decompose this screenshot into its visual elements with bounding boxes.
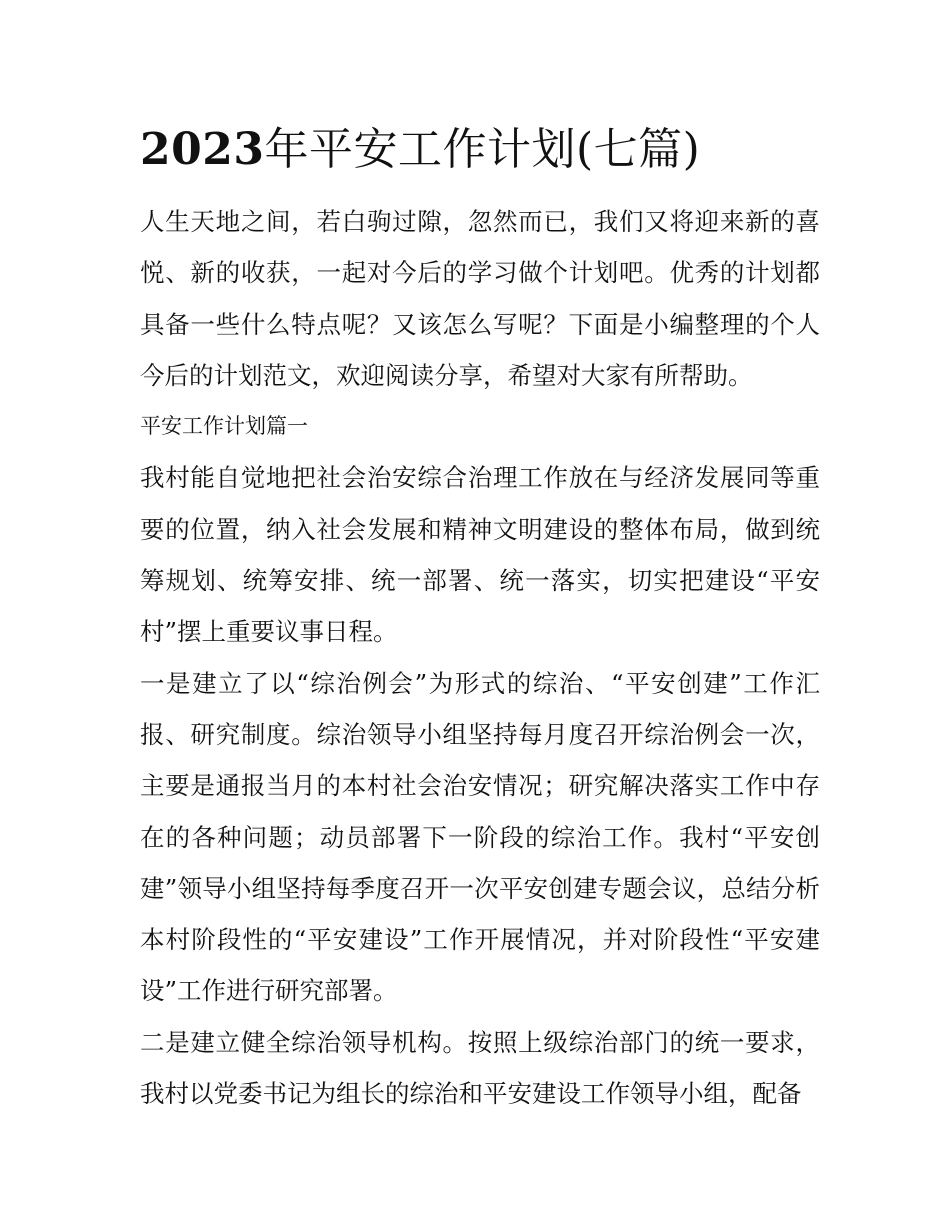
title-text: 年平安工作计划(七篇) <box>264 124 701 175</box>
title-year: 2023 <box>140 124 265 175</box>
body-paragraph-3: 二是建立健全综治领导机构。按照上级综治部门的统一要求，我村以党委书记为组长的综治和平安建设工作领导小组，配备 <box>140 1027 820 1109</box>
document-body <box>140 118 820 1119</box>
intro-paragraph: 人生天地之间，若白驹过隙，忽然而已，我们又将迎来新的喜悦、新的收获，一起对今后的学习做个计划吧。优秀的计划都具备一些什么特点呢？又该怎么写呢？下面是小编整理的个人今后的计划范文，欢迎阅读分享，希望对大家有所帮助。 <box>140 207 820 390</box>
section-heading: 平安工作计划篇一 <box>140 414 308 439</box>
document-title <box>140 118 820 182</box>
body-paragraph-2: 一是建立了以“综治例会”为形式的综治、“平安创建”工作汇报、研究制度。综治领导小组坚持每月度召开综治例会一次，主要是通报当月的本村社会治安情况；研究解决落实工作中存在的各种问题；动员部署下一阶段的综治工作。我村“平安创建”领导小组坚持每季度召开一次平安创建专题会议，总结分析本村阶段性的“平安建设”工作开展情况，并对阶段性“平安建设”工作进行研究部署。 <box>140 668 820 1006</box>
body-paragraph-1: 我村能自觉地把社会治安综合治理工作放在与经济发展同等重要的位置，纳入社会发展和精神文明建设的整体布局，做到统筹规划、统筹安排、统一部署、统一落实，切实把建设“平安村”摆上重要议事日程。 <box>140 463 820 647</box>
